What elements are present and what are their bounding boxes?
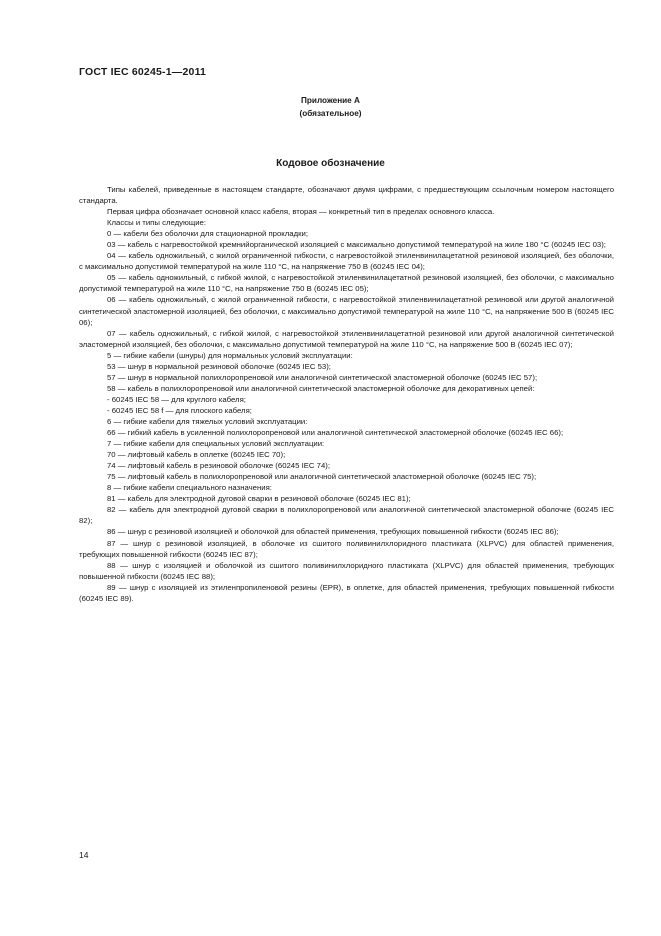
paragraph: 82 — кабель для электродной дуговой сварки в полихлоропреновой или аналогичной синтетической эластомерной оболочке (60245 IEC 82);: [79, 505, 614, 526]
list-item: - 60245 IEC 58 — для круглого кабеля;: [107, 394, 246, 404]
paragraph: 53 — шнур в нормальной резиновой оболочке (60245 IEC 53);: [107, 361, 331, 371]
paragraph: 06 — кабель одножильный, с жилой ограниченной гибкости, с нагревостойкой этиленвинилацетатной резиновой или другой аналогичной синтетической эластомерной изоляцией, без оболочки, с максимально допустимой температурой на жиле 110 °С, на напряжение 500 В (60245 IEC 06);: [79, 295, 614, 327]
paragraph: 04 — кабель одножильный, с жилой ограниченной гибкости, с нагревостойкой этиленвинилацетатной резиновой изоляцией, без оболочки, с максимально допустимой температурой на жиле 110 °С, на напряжение 750 В (60245 IEC 04);: [79, 251, 614, 272]
paragraph: 7 — гибкие кабели для специальных условий эксплуатации:: [107, 439, 325, 449]
paragraph: 74 — лифтовый кабель в резиновой оболочке (60245 IEC 74);: [107, 461, 331, 471]
paragraph: Классы и типы следующие:: [107, 218, 207, 228]
paragraph: Первая цифра обозначает основной класс кабеля, вторая — конкретный тип в пределах основного класса.: [107, 207, 495, 217]
paragraph: 81 — кабель для электродной дуговой сварки в резиновой оболочке (60245 IEC 81);: [107, 494, 411, 504]
document-header: ГОСТ IEC 60245-1—2011: [79, 66, 207, 78]
paragraph: 89 — шнур с изоляцией из этиленпропиленовой резины (EPR), в оплетке, для областей применения, требующих повышенной гибкости (60245 IEC 89).: [79, 582, 614, 603]
list-item: - 60245 IEC 58 f — для плоского кабеля;: [107, 405, 252, 415]
paragraph: Типы кабелей, приведенные в настоящем стандарте, обозначают двумя цифрами, с предшествующим ссылочным номером настоящего стандарта.: [79, 185, 614, 206]
paragraph: 03 — кабель с нагревостойкой кремнийорганической изоляцией с максимально допустимой температурой на жиле 180 °С (60245 IEC 03);: [107, 240, 606, 250]
paragraph: 5 — гибкие кабели (шнуры) для нормальных условий эксплуатации:: [107, 350, 353, 360]
page-number: 14: [79, 850, 89, 860]
appendix-label: Приложение А: [301, 96, 360, 105]
paragraph: 8 — гибкие кабели специального назначения:: [107, 483, 272, 493]
paragraph: 75 — лифтовый кабель в полихлоропреновой или аналогичной синтетической эластомерной оболочке (60245 IEC 75);: [107, 472, 537, 482]
paragraph: 58 — кабель в полихлоропреновой или аналогичной синтетической эластомерной оболочке для декоративных цепей:: [107, 383, 535, 393]
paragraph: 86 — шнур с резиновой изоляцией и оболочкой для областей применения, требующих повышенной гибкости (60245 IEC 86);: [107, 527, 559, 537]
paragraph: 05 — кабель одножильный, с гибкой жилой, с нагревостойкой этиленвинилацетатной резиновой изоляцией, без оболочки, с максимально допустимой температурой на жиле 110 °С, на напряжение 750 В (60245 IEC 05);: [79, 273, 614, 294]
body-text: [79, 184, 614, 604]
paragraph: 0 — кабели без оболочки для стационарной прокладки;: [107, 229, 309, 239]
paragraph: 66 — гибкий кабель в усиленной полихлоропреновой или аналогичной синтетической эластомерной оболочке (60245 IEC 66);: [107, 428, 564, 438]
paragraph: 88 — шнур с изоляцией и оболочкой из сшитого поливинилхлоридного пластиката (XLPVC) для областей применения, требующих повышенной гибкости (60245 IEC 88);: [79, 560, 614, 581]
paragraph: 6 — гибкие кабели для тяжелых условий эксплуатации:: [107, 416, 308, 426]
section-title: Кодовое обозначение: [276, 158, 385, 169]
paragraph: 07 — кабель одножильный, с гибкой жилой, с нагревостойкой этиленвинилацетатной резиновой или другой аналогичной синтетической эластомерной изоляцией, без оболочки, с максимально допустимой температурой на жиле 110 °С, на напряжение 500 В (60245 IEC 07);: [79, 328, 614, 349]
paragraph: 57 — шнур в нормальной полихлоропреновой или аналогичной синтетической эластомерной оболочке (60245 IEC 57);: [107, 372, 538, 382]
appendix-status: (обязательное): [299, 109, 362, 118]
paragraph: 70 — лифтовый кабель в оплетке (60245 IEC 70);: [107, 450, 286, 460]
paragraph: 87 — шнур с резиновой изоляцией, в оболочке из сшитого поливинилхлоридного пластиката (XLPVC) для областей применения, требующих повышенной гибкости (60245 IEC 87);: [79, 538, 614, 559]
